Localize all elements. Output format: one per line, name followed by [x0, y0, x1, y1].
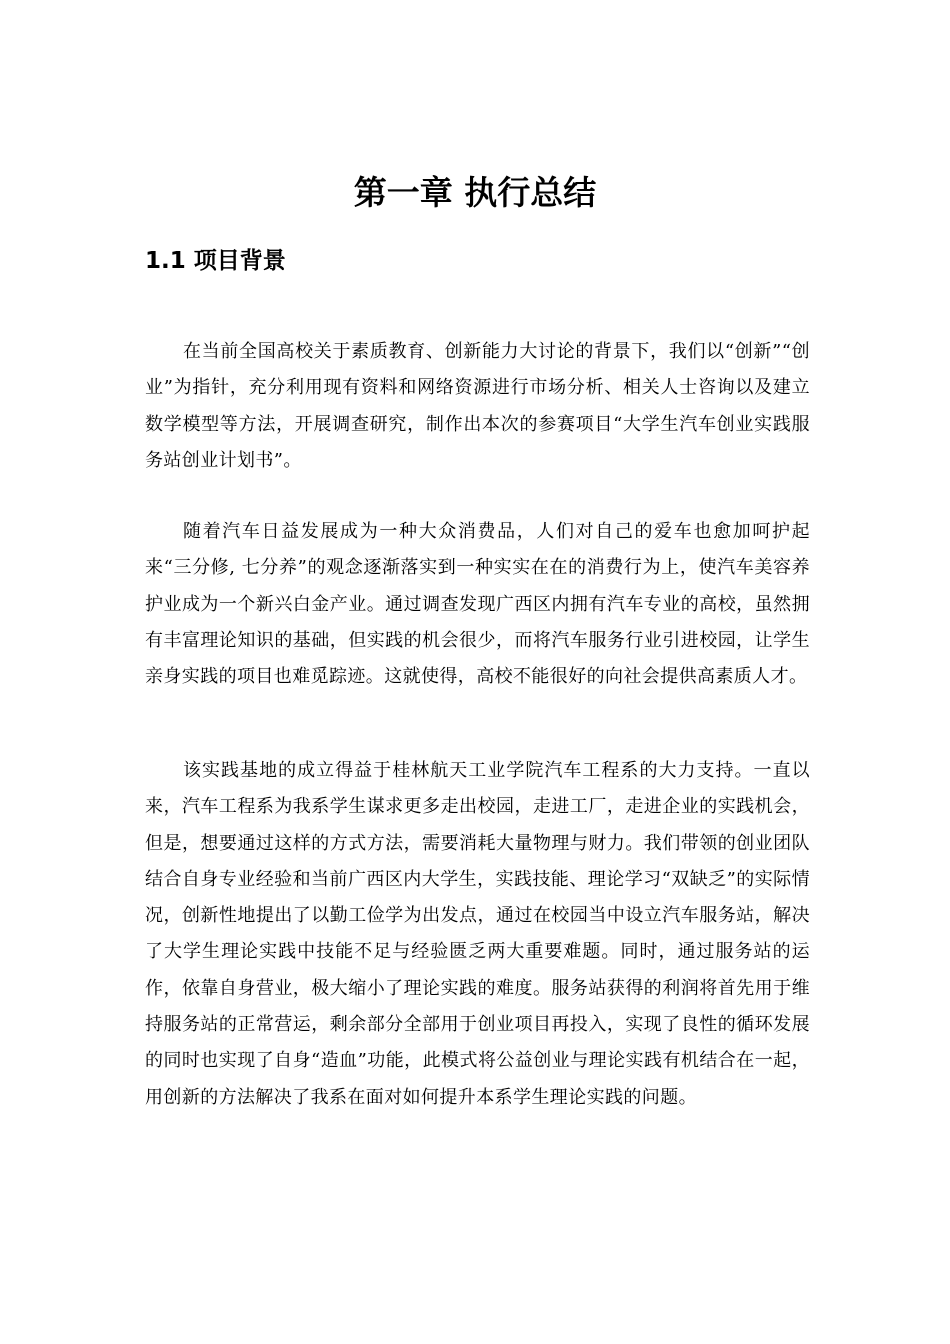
- paragraph-3: 该实践基地的成立得益于桂林航天工业学院汽车工程系的大力支持。一直以来，汽车工程系为我系学生谋求更多走出校园，走进工厂，走进企业的实践机会，但是，想要通过这样的方式方法，需要消耗大量物理与财力。我们带领的创业团队结合自身专业经验和当前广西区内大学生，实践技能、理论学习“双缺乏”的实际情况，创新性地提出了以勤工俭学为出发点，通过在校园当中设立汽车服务站，解决了大学生理论实践中技能不足与经验匮乏两大重要难题。同时，通过服务站的运作，依靠自身营业，极大缩小了理论实践的难度。服务站获得的利润将首先用于维持服务站的正常营运，剩余部分全部用于创业项目再投入，实现了良性的循环发展的同时也实现了自身“造血”功能，此模式将公益创业与理论实践有机结合在一起，用创新的方法解决了我系在面对如何提升本系学生理论实践的问题。: [145, 760, 810, 1108]
- paragraph-1: 在当前全国高校关于素质教育、创新能力大讨论的背景下，我们以“创新”“创业”为指针，充分利用现有资料和网络资源进行市场分析、相关人士咨询以及建立数学模型等方法，开展调查研究，制作出本次的参赛项目“大学生汽车创业实践服务站创业计划书”。: [145, 341, 810, 471]
- paragraph-2: 随着汽车日益发展成为一种大众消费品，人们对自己的爱车也愈加呵护起来“三分修, 七分养”的观念逐渐落实到一种实实在在的消费行为上，使汽车美容养护业成为一个新兴白金产业。通过调查发现广西区内拥有汽车专业的高校，虽然拥有丰富理论知识的基础，但实践的机会很少，而将汽车服务行业引进校园，让学生亲身实践的项目也难觅踪迹。这就使得，高校不能很好的向社会提供高素质人才。: [145, 521, 810, 688]
- chapter-title: 第一章 执行总结: [353, 173, 597, 212]
- section-title: 1.1 项目背景: [145, 248, 286, 274]
